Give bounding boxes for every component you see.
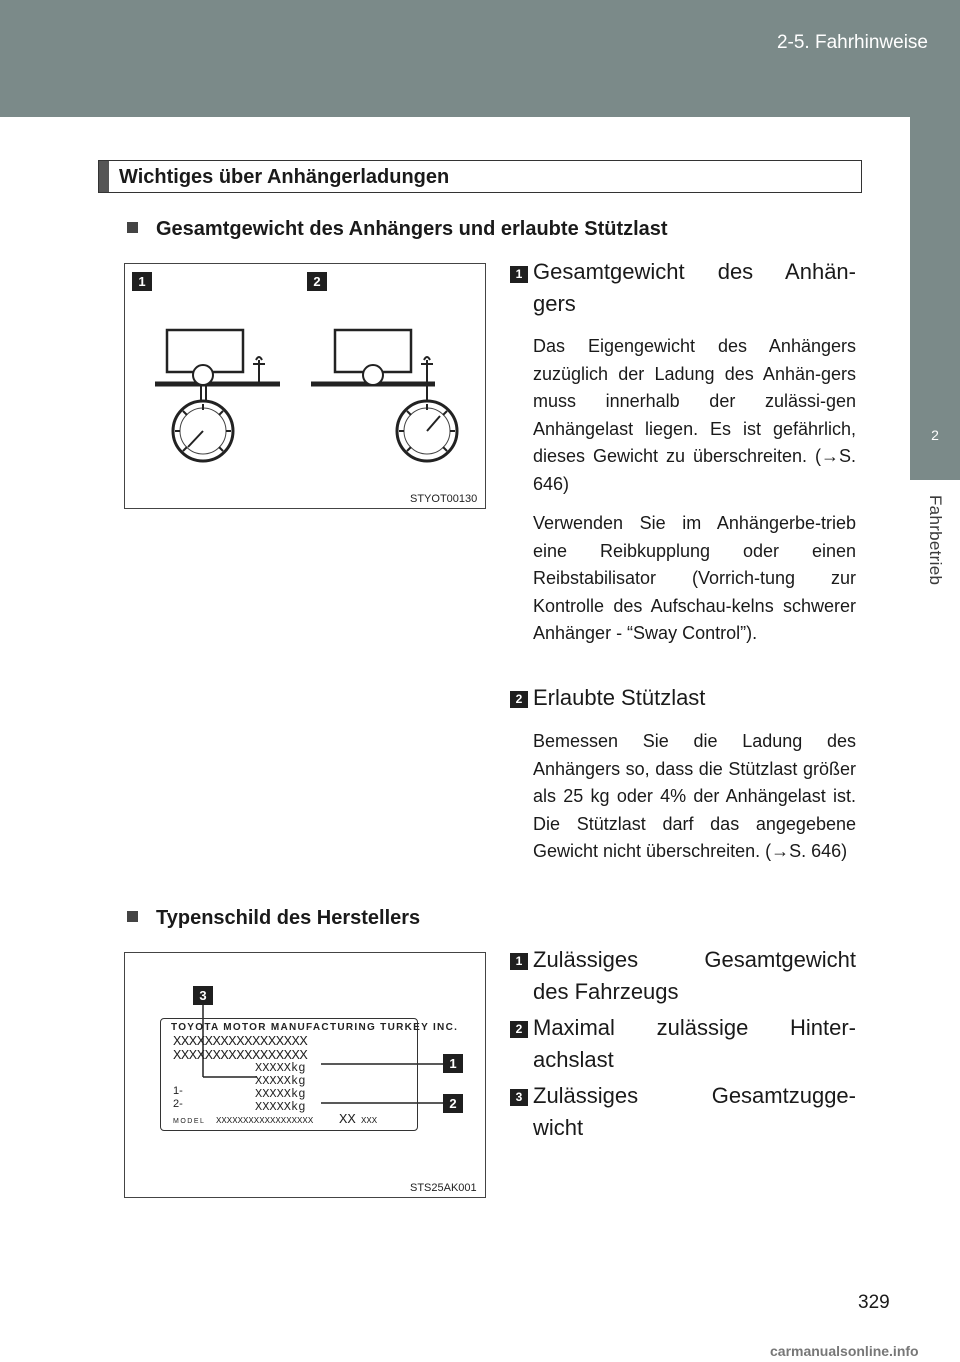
plate-line-2: XXXXXXXXXXXXXXXXX bbox=[173, 1048, 308, 1064]
plate-item-3-line2: wicht bbox=[533, 1115, 584, 1140]
plate-axle-2: 2- bbox=[173, 1098, 183, 1110]
header-section-title: 2-5. Fahrhinweise bbox=[776, 32, 928, 53]
page-number: 329 bbox=[858, 1292, 890, 1313]
side-tab-label: Fahrbetrieb bbox=[926, 495, 945, 586]
subsection-heading-1 bbox=[127, 218, 668, 241]
figure-badge-2: 2 bbox=[307, 272, 327, 291]
figure-badge-2b: 2 bbox=[443, 1094, 463, 1113]
item-title-2: Erlaubte Stützlast bbox=[533, 685, 706, 710]
plate-weight-3: XXXXXkg bbox=[255, 1087, 306, 1101]
item-badge-1: 1 bbox=[510, 266, 528, 283]
item-title-1-line1: Gesamtgewicht des Anhän- bbox=[533, 259, 856, 284]
plate-model-code: XX bbox=[339, 1112, 356, 1128]
plate-item-2-line2: achslast bbox=[533, 1047, 614, 1072]
header-band bbox=[0, 0, 960, 117]
paragraph-1b: Verwenden Sie im Anhängerbe-trieb eine Reibkupplung oder einen Reibstabilisator (Vorrich-tung zur Kontrolle des Aufschau-kelns schwerer Anhänger - “Sway Control”). bbox=[533, 513, 856, 643]
figure-code: STYOT00130 bbox=[410, 493, 478, 505]
figure-badge-1: 1 bbox=[132, 272, 152, 291]
plate-model-value: XXXXXXXXXXXXXXXXXX bbox=[216, 1116, 314, 1126]
figure-trailer-weight bbox=[124, 263, 486, 509]
plate-weight-4: XXXXXkg bbox=[255, 1100, 306, 1114]
plate-item-3-line1: Zulässiges Gesamtzugge- bbox=[533, 1083, 856, 1108]
paragraph-1a: Das Eigengewicht des Anhängers zuzüglich der Ladung des Anhän-gers muss innerhalb der zulässi-gen Anhängelast liegen. Es ist gefährlich, dieses Gewicht zu überschreiten. (→S. 646) bbox=[533, 336, 856, 494]
plate-item-2-line1: Maximal zulässige Hinter- bbox=[533, 1015, 856, 1040]
plate-axle-1: 1- bbox=[173, 1085, 183, 1097]
plate-line-1: XXXXXXXXXXXXXXXXX bbox=[173, 1034, 308, 1050]
watermark: carmanualsonline.info bbox=[770, 1343, 919, 1359]
subsection-heading-1-text: Gesamtgewicht des Anhängers und erlaubte Stützlast bbox=[156, 218, 668, 240]
square-bullet-icon bbox=[127, 222, 138, 233]
plate-item-badge-1: 1 bbox=[510, 953, 528, 970]
section-title: Wichtiges über Anhängerladungen bbox=[119, 166, 450, 188]
side-tab-band bbox=[910, 117, 960, 395]
plate-header: TOYOTA MOTOR MANUFACTURING TURKEY INC. bbox=[171, 1022, 459, 1033]
side-tab-number[interactable]: 2 bbox=[910, 395, 960, 480]
figure-badge-1b: 1 bbox=[443, 1054, 463, 1073]
section-header-box bbox=[98, 160, 862, 193]
plate-weight-1: XXXXXkg bbox=[255, 1061, 306, 1075]
plate-model-suffix: XXX bbox=[361, 1116, 378, 1126]
type-plate bbox=[160, 1018, 459, 1131]
plate-item-1-line2: des Fahrzeugs bbox=[533, 979, 679, 1004]
plate-item-1-line1: Zulässiges Gesamtgewicht bbox=[533, 947, 856, 972]
plate-weight-2: XXXXXkg bbox=[255, 1074, 306, 1088]
paragraph-2a: Bemessen Sie die Ladung des Anhängers so, dass die Stützlast größer als 25 kg oder 4% der Anhängelast ist. Die Stützlast darf das angegebene Gewicht nicht überschreiten. (→S. 646) bbox=[533, 731, 856, 861]
plate-item-badge-2: 2 bbox=[510, 1021, 528, 1038]
item-badge-2: 2 bbox=[510, 691, 528, 708]
trailer-scale-illustration bbox=[125, 264, 485, 508]
figure-code-2: STS25AK001 bbox=[410, 1182, 477, 1194]
item-title-1-line2: gers bbox=[533, 291, 576, 316]
plate-model-label: MODEL bbox=[173, 1118, 206, 1125]
section-header-bar bbox=[99, 161, 109, 192]
subsection-heading-2-text: Typenschild des Herstellers bbox=[156, 907, 421, 929]
figure-badge-3: 3 bbox=[193, 986, 213, 1005]
square-bullet-icon bbox=[127, 911, 138, 922]
plate-item-badge-3: 3 bbox=[510, 1089, 528, 1106]
subsection-heading-2 bbox=[127, 907, 420, 930]
